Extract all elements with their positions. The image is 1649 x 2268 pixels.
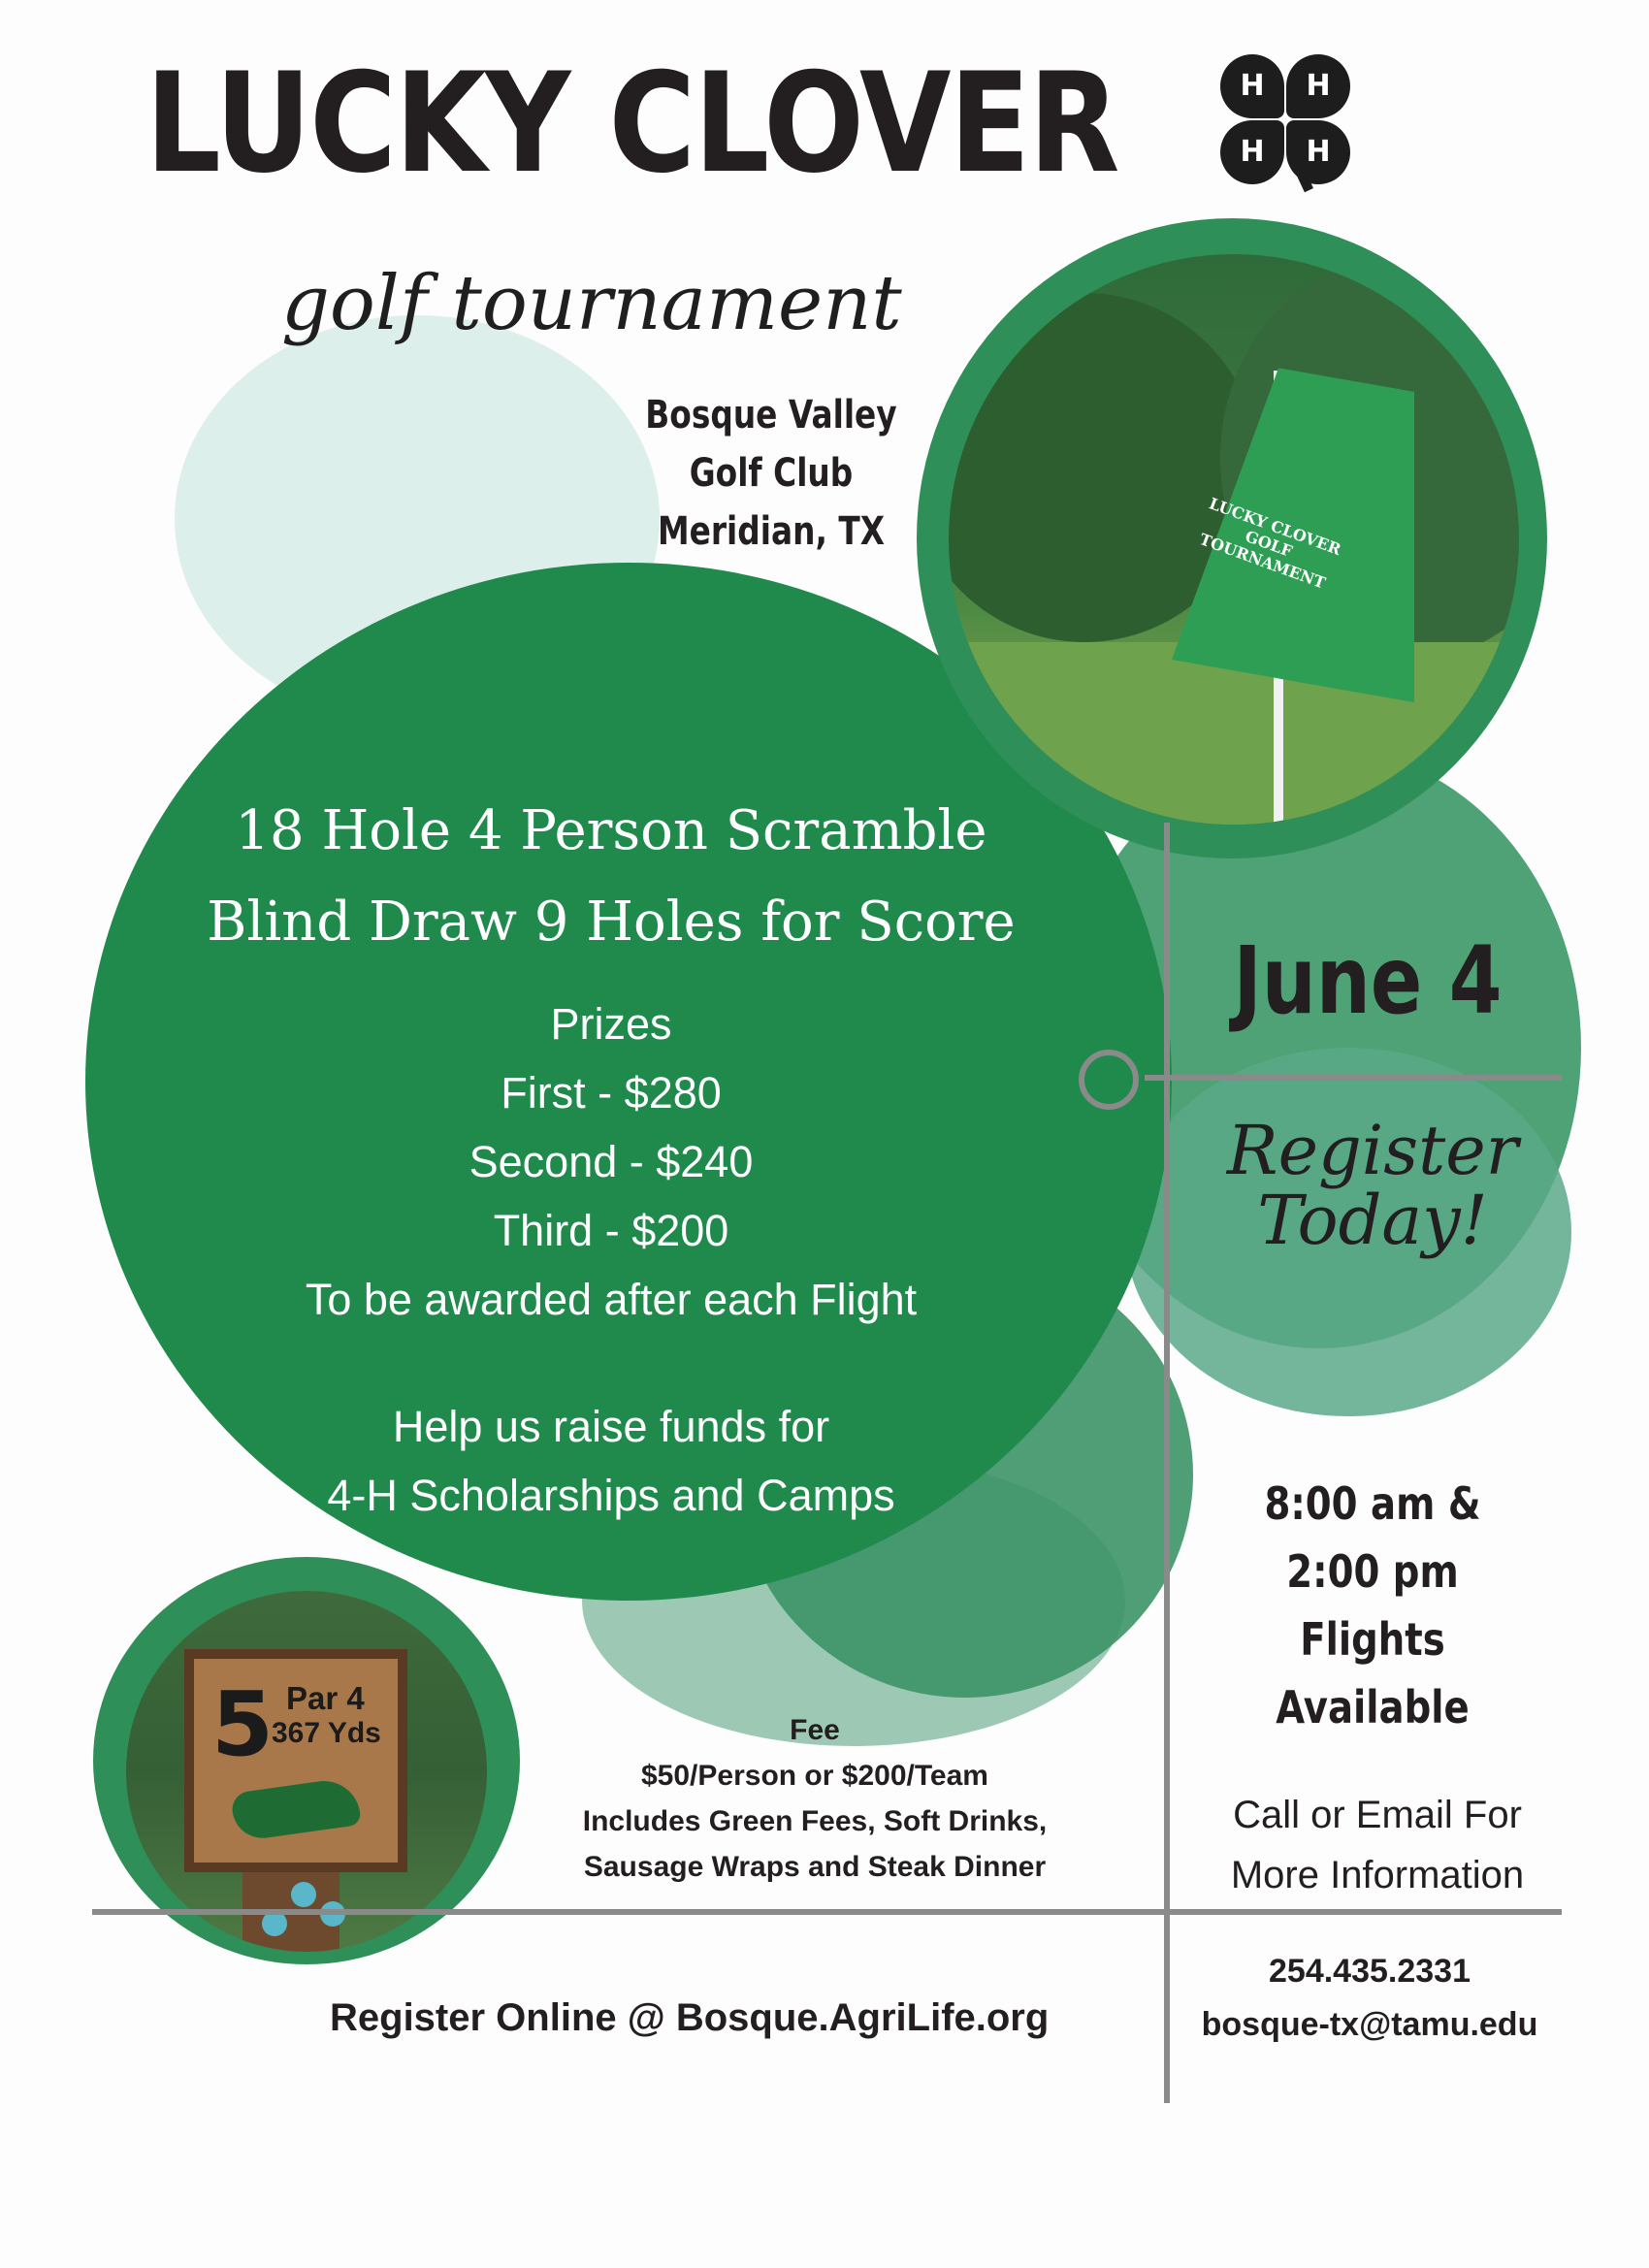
prize-second: Second - $240 [469,1137,754,1186]
clover-leaf: H [1220,120,1284,184]
contact-info [1176,1945,1564,2052]
hole-number: 5 [211,1672,275,1776]
tournament-format [107,786,1116,968]
fee-heading: Fee [790,1714,840,1746]
hole-sign-photo [126,1591,487,1952]
hole-yards: 367 Yds [272,1717,381,1749]
format-line: 18 Hole 4 Person Scramble [235,799,987,862]
venue-line: Meridian, TX [657,509,886,554]
clover-leaf: H [1286,54,1350,118]
prizes-heading: Prizes [550,999,672,1049]
format-line: Blind Draw 9 Holes for Score [207,891,1016,954]
fairway-shape-icon [230,1776,362,1842]
register-today-line: Today! [1257,1181,1488,1260]
call-line: More Information [1230,1854,1525,1896]
prize-third: Third - $200 [493,1206,729,1255]
flights-line: 2:00 pm Flights [1286,1545,1459,1666]
fee-includes: Includes Green Fees, Soft Drinks, [582,1805,1048,1837]
flag-text: LUCKY CLOVER GOLF TOURNAMENT [1197,494,1343,593]
event-date: June 4 [1233,926,1503,1035]
4h-clover-logo-icon [1212,47,1358,192]
ring-marker-icon [1079,1050,1139,1110]
venue-info [640,386,903,561]
bottom-divider [92,1909,1562,1915]
venue-line: Bosque Valley [645,393,897,437]
call-info [1183,1785,1571,1905]
fee-price: $50/Person or $200/Team [641,1760,988,1792]
prizes-section [204,989,1018,1530]
page-subtitle: golf tournament [281,260,902,347]
email-link[interactable]: bosque-tx@tamu.edu [1201,2006,1538,2043]
clover-leaf: H [1286,120,1350,184]
horizontal-divider [1145,1075,1562,1081]
flights-line: 8:00 am & [1264,1477,1481,1530]
call-line: Call or Email For [1233,1794,1522,1836]
spacer [204,1334,1018,1392]
flights-info [1210,1470,1536,1741]
flag-photo [949,254,1519,825]
flights-line: Available [1276,1681,1470,1733]
fundraise-line: Help us raise funds for [392,1402,830,1451]
hole-sign-board [184,1649,407,1872]
hole-par: Par 4 [286,1680,365,1716]
blue-dot-icon [291,1882,316,1907]
register-today [1188,1111,1557,1260]
register-online-link[interactable]: Register Online @ Bosque.AgriLife.org [330,1996,1050,2039]
fee-includes: Sausage Wraps and Steak Dinner [583,1851,1047,1883]
fee-info [543,1707,1086,1890]
clover-leaf: H [1220,54,1284,118]
prize-first: First - $280 [501,1068,722,1118]
register-today-line: Register [1226,1111,1519,1190]
venue-line: Golf Club [689,451,854,496]
phone-number[interactable]: 254.435.2331 [1269,1953,1471,1990]
prize-note: To be awarded after each Flight [305,1275,918,1324]
page-title: LUCKY CLOVER [146,44,1118,204]
fundraise-line: 4-H Scholarships and Camps [327,1471,895,1520]
